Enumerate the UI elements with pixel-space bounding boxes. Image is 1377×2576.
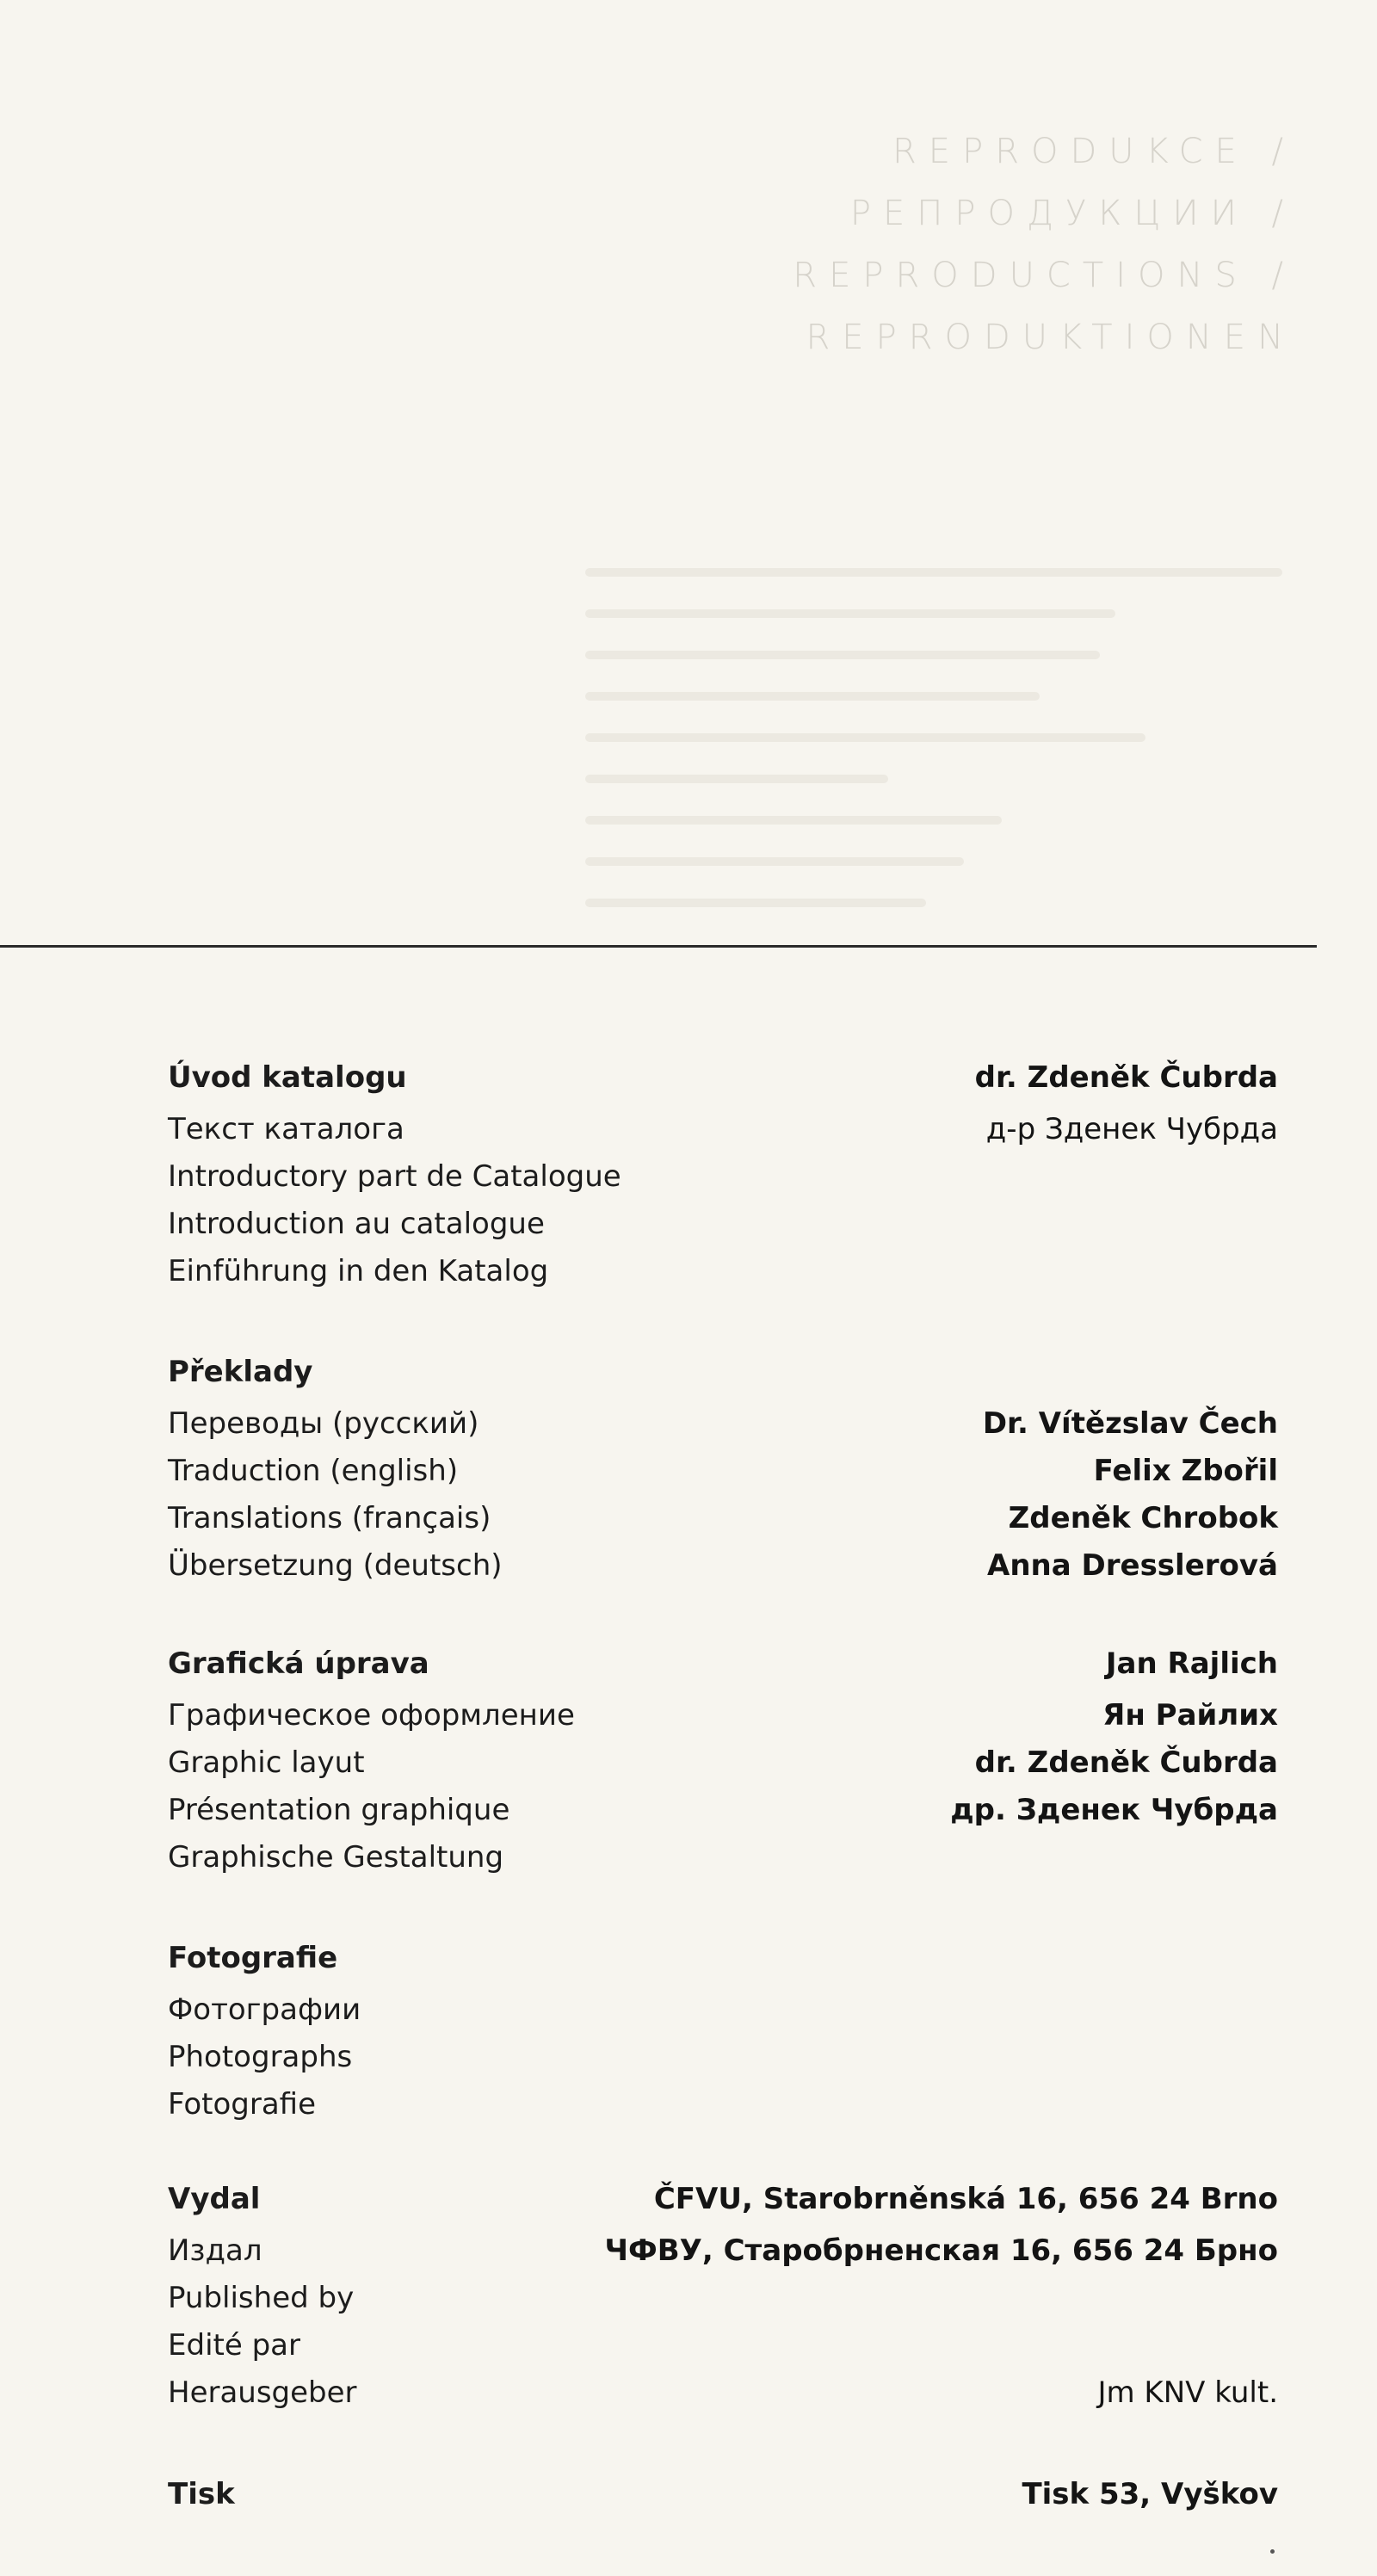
label-fr: Translations (français) xyxy=(168,1501,491,1535)
horizontal-rule xyxy=(0,945,1317,948)
author-name-ru: д-р Зденек Чубрда xyxy=(985,1112,1278,1146)
graphics-section xyxy=(168,1646,1278,1887)
label-en: Photographs xyxy=(168,2040,353,2074)
section-heading: Grafická úprava xyxy=(168,1646,429,1681)
ghost-line: REPRODUCTIONS / xyxy=(793,256,1295,295)
label-de: Herausgeber xyxy=(168,2375,357,2410)
label-en: Graphic layut xyxy=(168,1745,365,1780)
publisher-address: ČFVU, Starobrněnská 16, 656 24 Brno xyxy=(653,2182,1278,2216)
label-ru: Переводы (русский) xyxy=(168,1406,479,1441)
translator-name: Felix Zbořil xyxy=(1093,1454,1278,1488)
ghost-line: REPRODUKTIONEN xyxy=(806,318,1295,357)
label-fr: Présentation graphique xyxy=(168,1793,510,1827)
label-ru: Фотографии xyxy=(168,1992,361,2027)
intro-section xyxy=(168,1060,1278,1301)
label-en: Published by xyxy=(168,2281,355,2315)
designer-name: dr. Zdeněk Čubrda xyxy=(974,1745,1278,1780)
label-ru: Текст каталога xyxy=(168,1112,404,1146)
designer-name-ru: др. Зденек Чубрда xyxy=(950,1793,1278,1827)
approval-note: Jm KNV kult. xyxy=(1097,2375,1278,2410)
author-name: dr. Zdeněk Čubrda xyxy=(974,1060,1278,1095)
section-heading: Tisk xyxy=(168,2477,235,2511)
designer-name-ru: Ян Райлих xyxy=(1102,1698,1278,1733)
photos-section xyxy=(168,1941,1278,2134)
section-heading: Překlady xyxy=(168,1355,313,1389)
label-cz: Fotografie xyxy=(168,2087,317,2122)
label-ru: Издал xyxy=(168,2233,262,2268)
label-fr: Introduction au catalogue xyxy=(168,1207,545,1241)
printer-name: Tisk 53, Vyškov xyxy=(1022,2477,1278,2511)
translations-section xyxy=(168,1355,1278,1596)
translator-name: Zdeněk Chrobok xyxy=(1008,1501,1278,1535)
translator-name: Dr. Vítězslav Čech xyxy=(982,1406,1278,1441)
ghost-line: REPRODUKCE / РЕПРОДУКЦИИ / xyxy=(849,132,1295,233)
label-fr: Edité par xyxy=(168,2328,300,2363)
translator-name: Anna Dresslerová xyxy=(987,1548,1278,1583)
label-de: Einführung in den Katalog xyxy=(168,1254,549,1288)
label-en: Traduction (english) xyxy=(168,1454,459,1488)
page-speck xyxy=(1270,2549,1275,2554)
section-heading: Fotografie xyxy=(168,1941,338,1975)
section-heading: Vydal xyxy=(168,2182,261,2216)
label-de: Graphische Gestaltung xyxy=(168,1840,504,1875)
show-through-lines xyxy=(585,568,1343,940)
section-heading: Úvod katalogu xyxy=(168,1060,407,1095)
print-section xyxy=(168,2477,1278,2529)
label-ru: Графическое оформление xyxy=(168,1698,575,1733)
label-en: Introductory part de Catalogue xyxy=(168,1159,621,1194)
label-de: Übersetzung (deutsch) xyxy=(168,1548,503,1583)
publisher-section xyxy=(168,2182,1278,2423)
designer-name: Jan Rajlich xyxy=(1105,1646,1278,1681)
publisher-address-ru: ЧФВУ, Старобрненская 16, 656 24 Брно xyxy=(604,2233,1278,2268)
show-through-text xyxy=(521,120,1295,368)
